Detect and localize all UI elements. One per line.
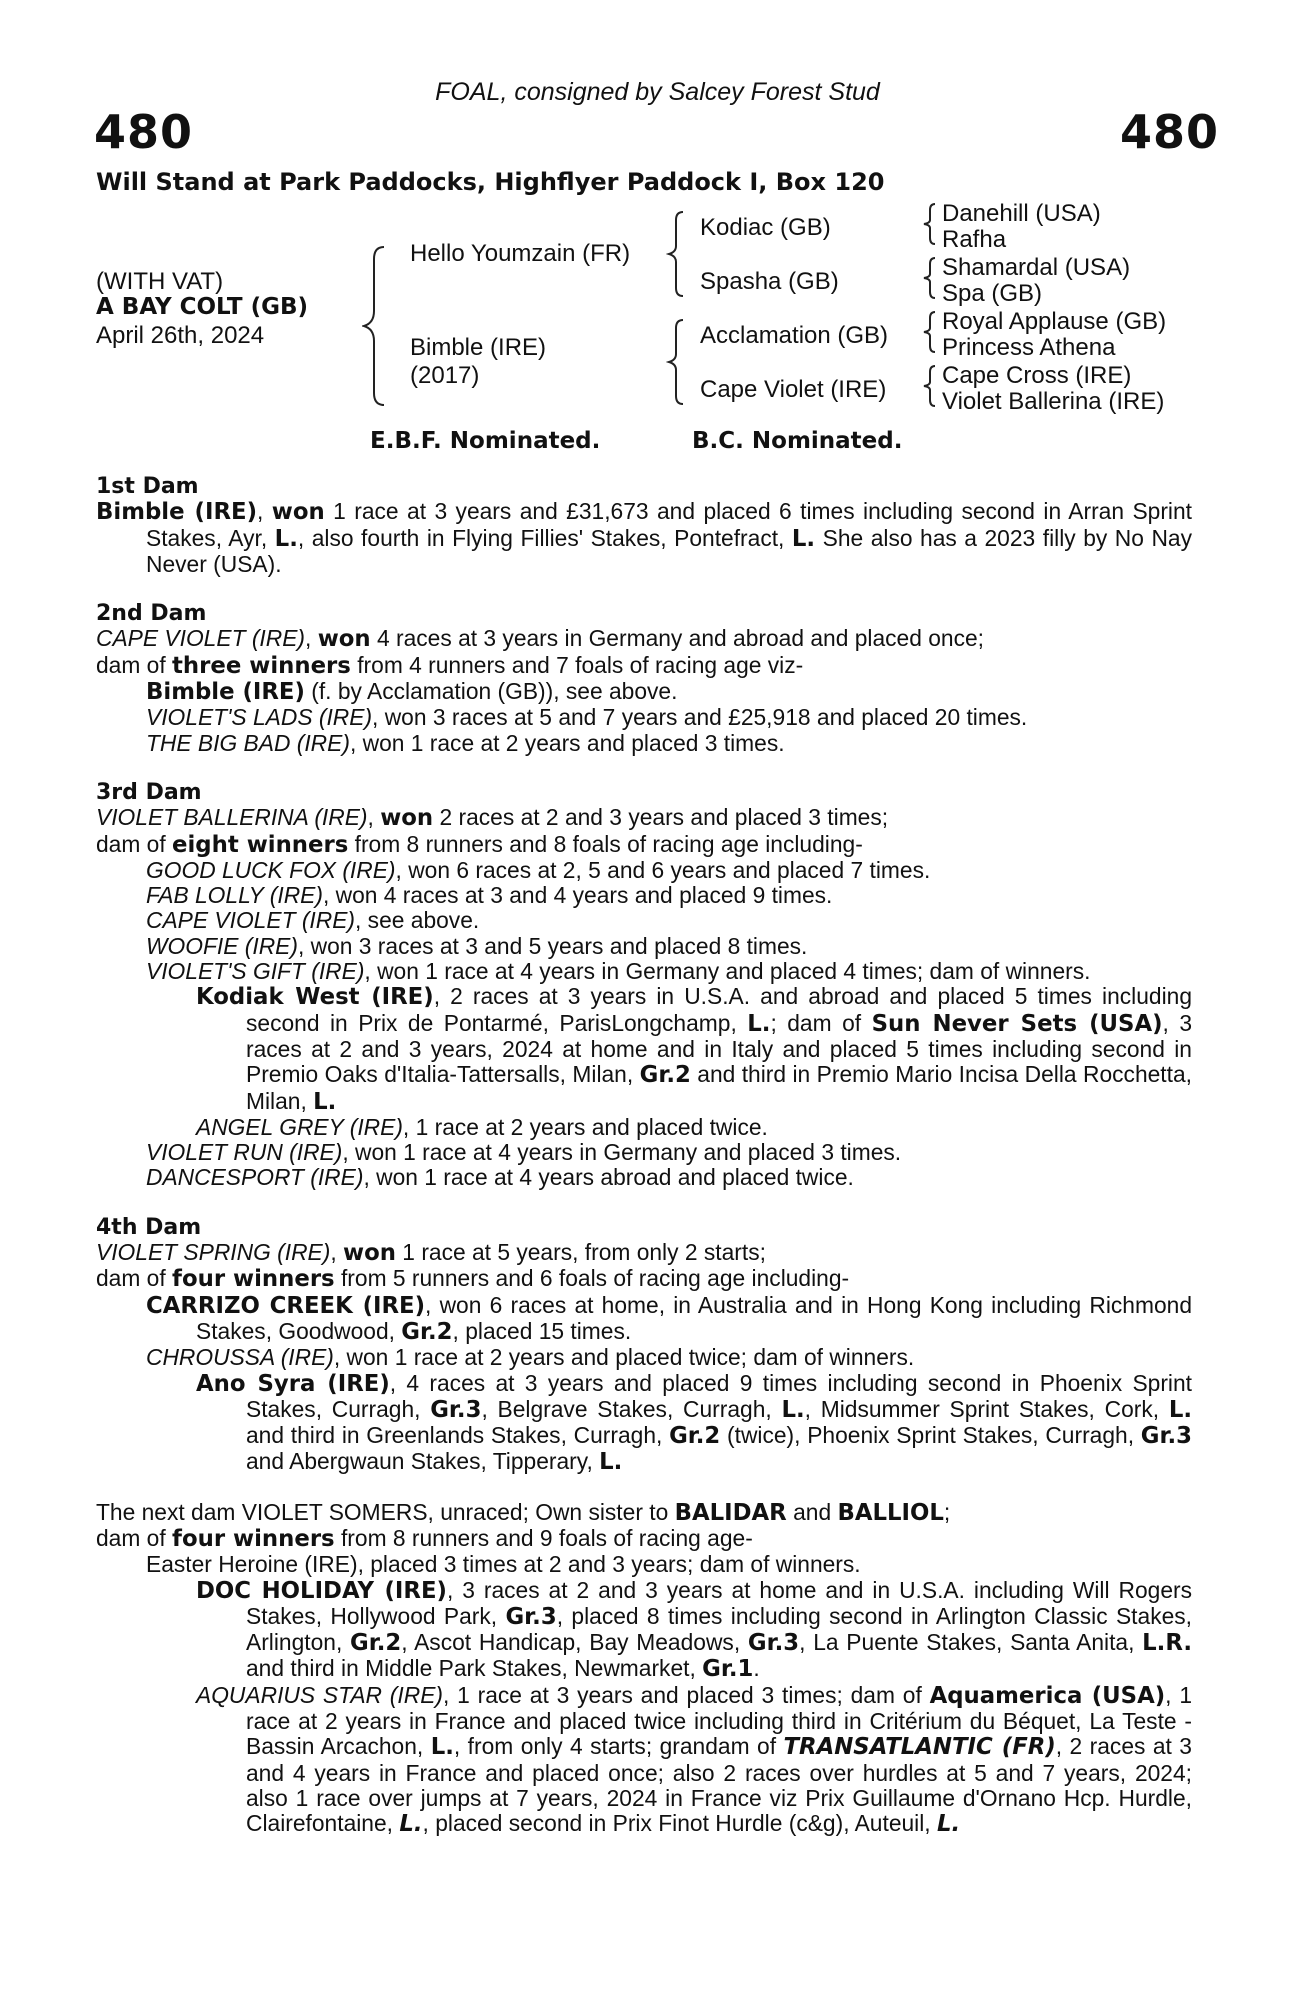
- vat-note: (WITH VAT): [96, 268, 224, 295]
- g-brace-4: [921, 364, 939, 408]
- g-brace-3: [921, 310, 939, 354]
- g8: Violet Ballerina (IRE): [942, 388, 1165, 415]
- fourth-dam-heading: 4th Dam: [96, 1214, 202, 1240]
- next-dam-text: The next dam VIOLET SOMERS, unraced; Own sister to BALIDAR and BALLIOL;: [96, 1498, 951, 1526]
- sire-brace: [666, 210, 688, 298]
- third-dam-produce-summary: dam of eight winners from 8 runners and 8 foals of racing age including-: [96, 830, 863, 858]
- produce-item: CHROUSSA (IRE), won 1 race at 2 years and placed twice; dam of winners.: [146, 1344, 915, 1371]
- produce-item: AQUARIUS STAR (IRE), 1 race at 3 years and placed 3 times; dam of Aquamerica (USA), 1 race at 2 years in France and placed twice including third in Critérium du Béquet, La Teste - Bassin Arcachon, L., from only 4 starts; grandam of TRANSATLANTIC (FR), 2 races at 3 and 4 years in France and placed once; also 2 races over hurdles at 5 and 7 years, 2024; also 1 race over jumps at 7 years, 2024 in France viz Prix Guillaume d'Ornano Hcp. Hurdle, Clairefontaine, L., placed second in Prix Finot Hurdle (c&g), Auteuil, L.: [196, 1681, 1192, 1838]
- fourth-dam-text: VIOLET SPRING (IRE), won 1 race at 5 years, from only 2 starts;: [96, 1239, 766, 1267]
- fourth-dam-produce-summary: dam of four winners from 5 runners and 6 foals of racing age including-: [96, 1265, 850, 1293]
- dam-year: (2017): [410, 362, 480, 389]
- produce-item: ANGEL GREY (IRE), 1 race at 2 years and placed twice.: [196, 1113, 768, 1140]
- sire-dam: Spasha (GB): [700, 268, 839, 295]
- second-dam-heading: 2nd Dam: [96, 601, 207, 627]
- third-dam-heading: 3rd Dam: [96, 779, 202, 805]
- g-brace-2: [921, 256, 939, 300]
- sire: Hello Youmzain (FR): [410, 240, 631, 267]
- produce-item: Ano Syra (IRE), 4 races at 3 years and placed 9 times including second in Phoenix Sprint Stakes, Curragh, Gr.3, Belgrave Stakes, Curragh, L., Midsummer Sprint Stakes, Cork, L. and third in Greenlands Stakes, Curragh, Gr.2 (twice), Phoenix Sprint Stakes, Curragh, Gr.3 and Abergwaun Stakes, Tipperary, L.: [196, 1369, 1193, 1476]
- dam-brace: [666, 318, 688, 406]
- produce-item: VIOLET'S LADS (IRE), won 3 races at 5 and 7 years and £25,918 and placed 20 times.: [146, 704, 1028, 731]
- g2: Rafha: [942, 226, 1007, 253]
- foaling-date: April 26th, 2024: [96, 322, 265, 349]
- stand-location: Will Stand at Park Paddocks, Highflyer Paddock I, Box 120: [96, 168, 885, 196]
- produce-item: Kodiak West (IRE), 2 races at 3 years in U.S.A. and abroad and placed 5 times including second in Prix de Pontarmé, ParisLongchamp, L.; dam of Sun Never Sets (USA), 3 races at 2 and 3 years, 2024 at home and in Italy and placed 5 times including second in Premio Oaks d'Italia-Tattersalls, Milan, Gr.2 and third in Premio Mario Incisa Della Rocchetta, Milan, L.: [196, 983, 1192, 1115]
- first-dam-heading: 1st Dam: [96, 474, 199, 499]
- produce-item: DANCESPORT (IRE), won 1 race at 4 years abroad and placed twice.: [146, 1164, 854, 1191]
- produce-item: CAPE VIOLET (IRE), see above.: [146, 907, 480, 934]
- second-dam-produce-summary: dam of three winners from 4 runners and 7 foals of racing age viz-: [96, 651, 804, 679]
- produce-item: CARRIZO CREEK (IRE), won 6 races at home, in Australia and in Hong Kong including Richmond Stakes, Goodwood, Gr.2, placed 15 times.: [146, 1291, 1192, 1345]
- horse-name: A BAY COLT (GB): [96, 294, 309, 320]
- dam-sire: Acclamation (GB): [700, 322, 889, 349]
- g1: Danehill (USA): [942, 200, 1101, 227]
- first-dam-text: Bimble (IRE), won 1 race at 3 years and £31,673 and placed 6 times including second in Arran Sprint Stakes, Ayr, L., also fourth in Flying Fillies' Stakes, Pontefract, L. She also has a 2023 filly by No Nay Never (USA).: [96, 498, 1193, 577]
- dam: Bimble (IRE): [410, 334, 547, 361]
- produce-item: FAB LOLLY (IRE), won 4 races at 3 and 4 years and placed 9 times.: [146, 882, 833, 909]
- g-brace-1: [921, 202, 939, 246]
- g7: Cape Cross (IRE): [942, 362, 1132, 389]
- produce-item: GOOD LUCK FOX (IRE), won 6 races at 2, 5 and 6 years and placed 7 times.: [146, 856, 931, 883]
- pedigree-brace: [362, 245, 392, 407]
- lot-number-right: 480: [1119, 105, 1219, 159]
- g6: Princess Athena: [942, 334, 1116, 361]
- third-dam-text: VIOLET BALLERINA (IRE), won 2 races at 2 and 3 years and placed 3 times;: [96, 804, 889, 832]
- produce-item: VIOLET RUN (IRE), won 1 race at 4 years in Germany and placed 3 times.: [146, 1139, 902, 1166]
- produce-item: THE BIG BAD (IRE), won 1 race at 2 years and placed 3 times.: [146, 729, 785, 756]
- produce-item: WOOFIE (IRE), won 3 races at 3 and 5 years and placed 8 times.: [146, 932, 808, 959]
- catalogue-body: [96, 474, 1192, 1838]
- produce-item: Easter Heroine (IRE), placed 3 times at 2 and 3 years; dam of winners.: [146, 1551, 861, 1578]
- produce-item: DOC HOLIDAY (IRE), 3 races at 2 and 3 years at home and in U.S.A. including Will Rogers Stakes, Hollywood Park, Gr.3, placed 8 times including second in Arlington Classic Stakes, Arlington, Gr.2, Ascot Handicap, Bay Meadows, Gr.3, La Puente Stakes, Santa Anita, L.R. and third in Middle Park Stakes, Newmarket, Gr.1.: [196, 1576, 1192, 1683]
- ebf-nomination: E.B.F. Nominated.: [370, 428, 601, 454]
- bc-nomination: B.C. Nominated.: [692, 428, 903, 454]
- sire-sire: Kodiac (GB): [700, 214, 831, 241]
- dam-dam: Cape Violet (IRE): [700, 376, 887, 403]
- second-dam-text: CAPE VIOLET (IRE), won 4 races at 3 years in Germany and abroad and placed once;: [96, 625, 984, 653]
- g3: Shamardal (USA): [942, 254, 1131, 281]
- produce-item: Bimble (IRE) (f. by Acclamation (GB)), see above.: [146, 678, 678, 706]
- lot-number-left: 480: [94, 105, 194, 159]
- produce-item: VIOLET'S GIFT (IRE), won 1 race at 4 years in Germany and placed 4 times; dam of winners.: [146, 958, 1091, 985]
- next-dam-produce-summary: dam of four winners from 8 runners and 9 foals of racing age-: [96, 1524, 753, 1552]
- consignment-line: FOAL, consigned by Salcey Forest Stud: [435, 78, 880, 106]
- g5: Royal Applause (GB): [942, 308, 1167, 335]
- g4: Spa (GB): [942, 280, 1043, 307]
